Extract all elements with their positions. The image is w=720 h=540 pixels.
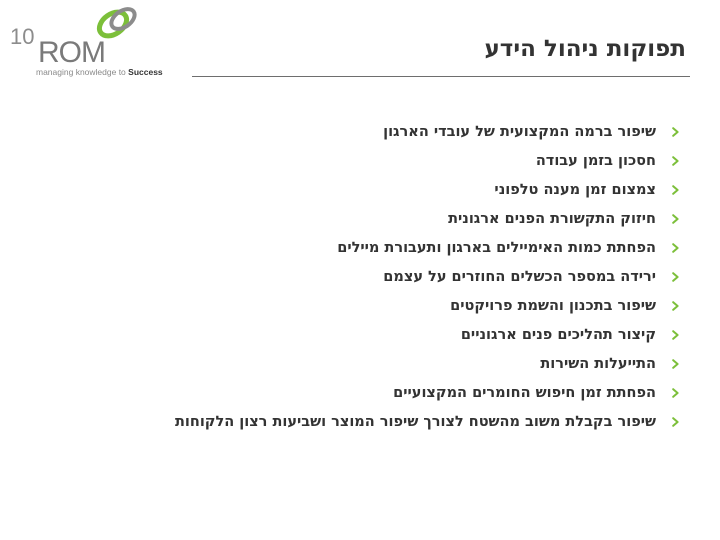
list-item [175, 321, 684, 350]
rom-logo [10, 4, 190, 80]
list-item [175, 233, 684, 262]
chevron-right-icon [666, 214, 684, 224]
chevron-right-icon [666, 243, 684, 253]
logo-ten: 10 [10, 24, 35, 49]
chevron-right-icon [666, 156, 684, 166]
chevron-right-icon [666, 359, 684, 369]
list-item-text: חיזוק התקשורת הפנים ארגונית [448, 210, 656, 227]
list-item-text: צמצום זמן מענה טלפוני [494, 181, 656, 198]
list-item [175, 146, 684, 175]
list-item [175, 292, 684, 321]
logo-wordmark: ROM [38, 36, 105, 69]
list-item-text: הפחתת כמות האימיילים בארגון ותעבורת מיילים [337, 239, 656, 256]
logo-tagline [36, 67, 163, 77]
list-item [175, 117, 684, 146]
list-item [175, 408, 684, 437]
list-item [175, 350, 684, 379]
chevron-right-icon [666, 417, 684, 427]
logo-tagline-prefix: managing knowledge to [36, 67, 129, 77]
logo-tagline-emphasis: Success [128, 67, 163, 77]
outcomes-list [175, 117, 684, 437]
list-item-text: הפחתת זמן חיפוש החומרים המקצועיים [393, 385, 656, 402]
chevron-right-icon [666, 330, 684, 340]
list-item-text: ירידה במספר הכשלים החוזרים על עצמם [383, 269, 656, 286]
chevron-right-icon [666, 301, 684, 311]
list-item-text: קיצור תהליכים פנים ארגוניים [460, 327, 656, 344]
list-item-text: התייעלות השירות [540, 356, 656, 373]
list-item [175, 262, 684, 291]
chevron-right-icon [666, 388, 684, 398]
logo-ring-gray [108, 5, 138, 33]
list-item [175, 204, 684, 233]
chevron-right-icon [666, 185, 684, 195]
chevron-right-icon [666, 127, 684, 137]
list-item-text: שיפור ברמה המקצועית של עובדי הארגון [383, 123, 656, 140]
list-item [175, 175, 684, 204]
list-item-text: חסכון בזמן עבודה [535, 152, 656, 169]
chevron-right-icon [666, 272, 684, 282]
title-divider [192, 76, 690, 77]
list-item-text: שיפור בתכנון והשמת פרויקטים [450, 298, 656, 315]
list-item [175, 379, 684, 408]
list-item-text: שיפור בקבלת משוב מהשטח לצורך שיפור המוצר ושביעות רצון הלקוחות [174, 414, 656, 431]
page-title: תפוקות ניהול הידע [484, 36, 686, 62]
